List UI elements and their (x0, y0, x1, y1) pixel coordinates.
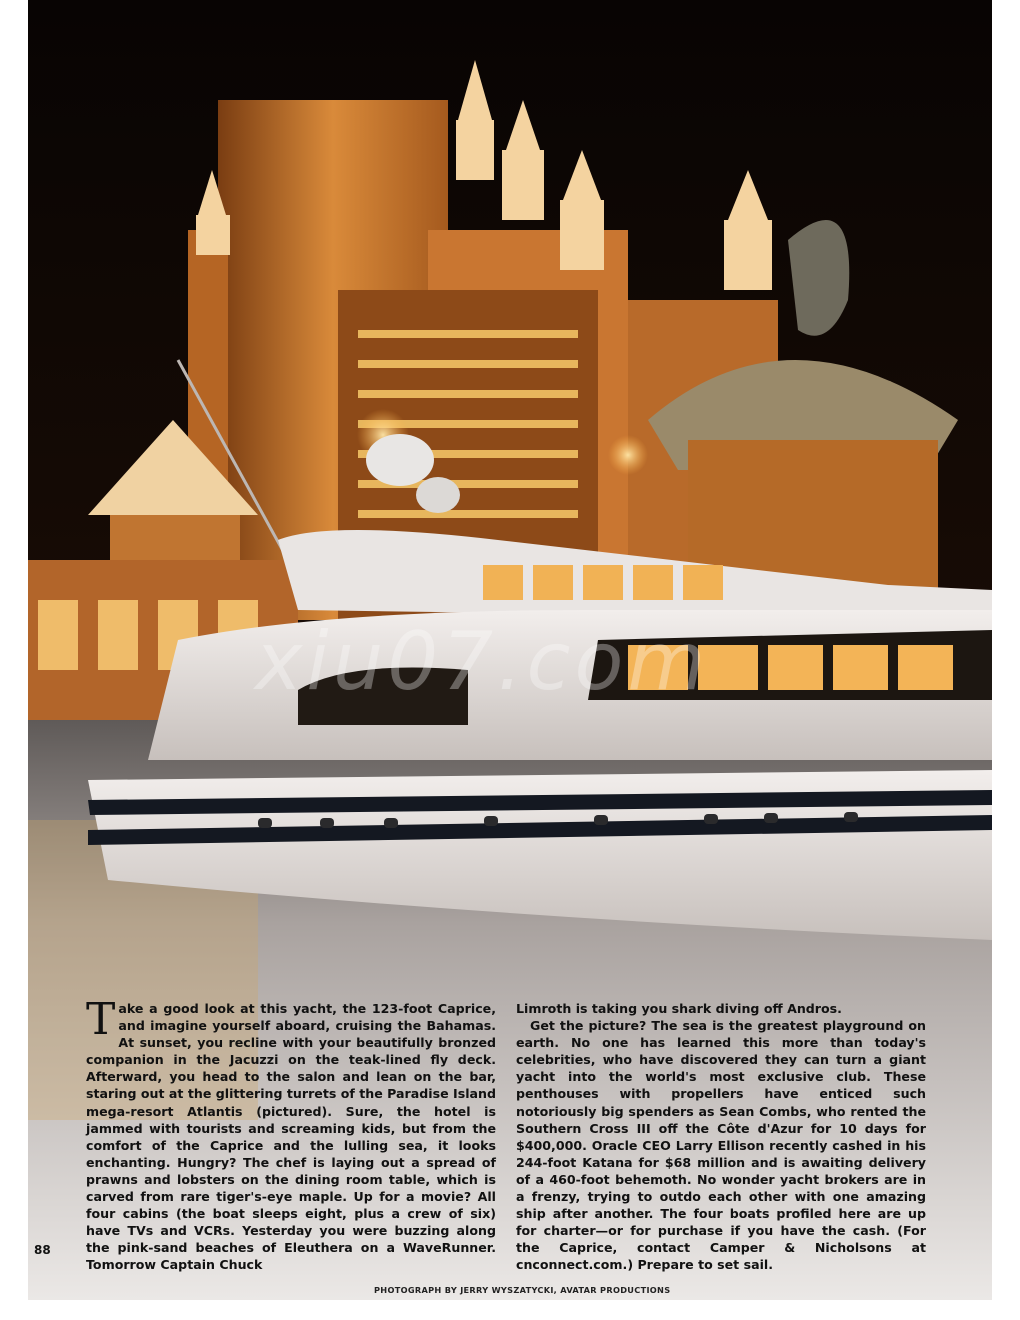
page-number: 88 (34, 1243, 51, 1257)
article-paragraph: Get the picture? The sea is the greatest playground on earth. No one has learned this more than today's celebrities, who have discovered they can turn a giant yacht into the world's most exclusive club. These penthouses with propellers have enticed such notoriously big spenders as Sean Combs, who rented the Southern Cross III off the Côte d'Azur for 10 days for $400,000. Oracle CEO Larry Ellison recently cashed in his 244-foot Katana for $68 million and is awaiting delivery of a 460-foot behemoth. No wonder yacht brokers are in a frenzy, trying to outdo each other with one amazing ship after another. The four boats profiled here are up for charter—or for purchase if you have the cash. (For the Caprice, contact Camper & Nicholsons at cnconnect.com.) Prepare to set sail. (516, 1018, 926, 1273)
article-right-column (516, 1000, 926, 1274)
article-left-column (86, 994, 496, 1274)
drop-cap: T (86, 994, 116, 1045)
photo-credit: PHOTOGRAPH BY JERRY WYSZATYCKI, AVATAR PRODUCTIONS (374, 1285, 671, 1295)
watermark: xiu07.com (255, 615, 710, 708)
article-paragraph: Limroth is taking you shark diving off Andros. (516, 1001, 842, 1016)
article-paragraph: ake a good look at this yacht, the 123-foot Caprice, and imagine yourself aboard, cruising the Bahamas. At sunset, you recline with your beautifully bronzed companion in the Jacuzzi on the teak-lined fly deck. Afterward, you head to the salon and lean on the bar, staring out at the glittering turrets of the Paradise Island mega-resort Atlantis (pictured). Sure, the hotel is jammed with tourists and screaming kids, but from the comfort of the Caprice and the lulling sea, it looks enchanting. Hungry? The chef is laying out a spread of prawns and lobsters on the dining room table, which is carved from rare tiger's-eye maple. Up for a movie? All four cabins (the boat sleeps eight, plus a crew of six) have TVs and VCRs. Yesterday you were buzzing along the pink-sand beaches of Eleuthera on a WaveRunner. Tomorrow Captain Chuck (86, 1001, 496, 1273)
